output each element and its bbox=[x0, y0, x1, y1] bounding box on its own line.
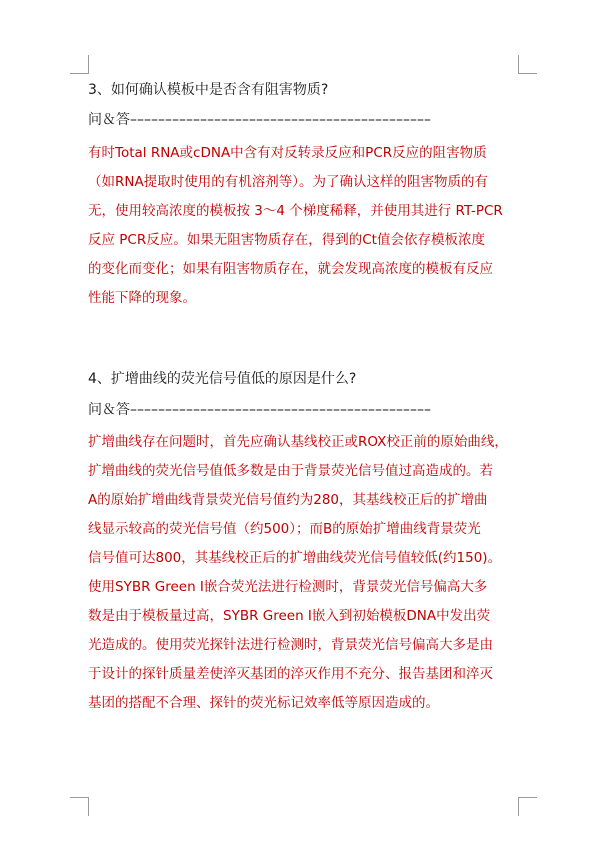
answer-line: 信号值可达800，其基线校正后的扩增曲线荧光信号值较低(约150)。 bbox=[88, 550, 502, 566]
answer-line: 线显示较高的荧光信号值（约500）；而B的原始扩增曲线背景荧光 bbox=[88, 521, 481, 537]
answer-line: 有时Total RNA或cDNA中含有对反转录反应和PCR反应的阻害物质 bbox=[88, 145, 487, 161]
question-4-qa-label: 问＆答––––––––––––––––––––––––––––––––––––––––––– bbox=[88, 402, 431, 418]
page-corner-mark-top-right bbox=[518, 55, 537, 74]
answer-line: 于设计的探针质量差使淬灭基团的淬灭作用不充分、报告基团和淬灭 bbox=[88, 666, 493, 682]
answer-line: 无，使用较高浓度的模板按 3～4 个梯度稀释，并使用其进行 RT-PCR bbox=[88, 203, 503, 219]
page-corner-mark-bottom-left bbox=[70, 797, 89, 816]
answer-line: 光造成的。使用荧光探针法进行检测时，背景荧光信号偏高大多是由 bbox=[88, 637, 493, 653]
answer-line: 反应 PCR反应。如果无阻害物质存在，得到的Ct值会依存模板浓度 bbox=[88, 232, 485, 248]
page-corner-mark-top-left bbox=[70, 55, 89, 74]
answer-line: 使用SYBR Green Ⅰ嵌合荧光法进行检测时，背景荧光信号偏高大多 bbox=[88, 579, 488, 595]
answer-line: 数是由于模板量过高，SYBR Green Ⅰ嵌入到初始模板DNA中发出荧 bbox=[88, 608, 491, 624]
answer-line: 基团的搭配不合理、探针的荧光标记效率低等原因造成的。 bbox=[88, 695, 439, 711]
answer-line: 扩增曲线的荧光信号值低多数是由于背景荧光信号值过高造成的。若 bbox=[88, 463, 493, 479]
question-3-qa-label: 问＆答––––––––––––––––––––––––––––––––––––––––––– bbox=[88, 112, 431, 128]
answer-line: 扩增曲线存在问题时，首先应确认基线校正或ROX校正前的原始曲线， bbox=[88, 434, 508, 450]
question-3-answer bbox=[88, 139, 528, 313]
answer-line: A的原始扩增曲线背景荧光信号值约为280，其基线校正后的扩增曲 bbox=[88, 492, 488, 508]
question-3-heading: 3、如何确认模板中是否含有阻害物质? bbox=[88, 82, 329, 98]
question-4-answer bbox=[88, 428, 528, 718]
page-corner-mark-bottom-right bbox=[518, 797, 537, 816]
answer-line: 性能下降的现象。 bbox=[88, 290, 196, 306]
answer-line: （如RNA提取时使用的有机溶剂等）。为了确认这样的阻害物质的有 bbox=[88, 174, 488, 190]
answer-line: 的变化而变化；如果有阻害物质存在，就会发现高浓度的模板有反应 bbox=[88, 261, 493, 277]
question-4-heading: 4、扩增曲线的荧光信号值低的原因是什么? bbox=[88, 371, 357, 387]
